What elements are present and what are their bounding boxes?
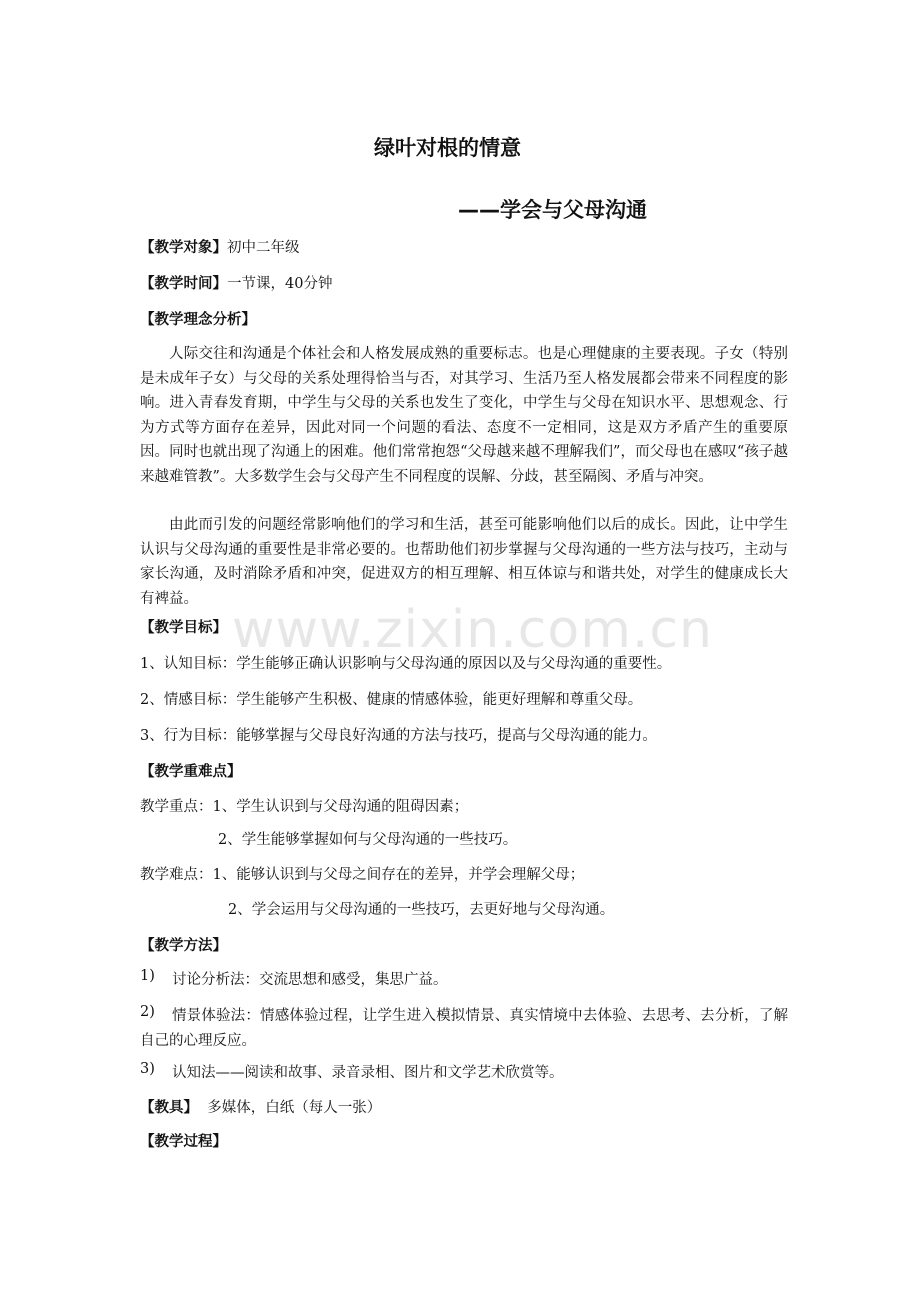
difficult-point-1: 教学难点：1、能够认识到与父母之间存在的差异，并学会理解父母； bbox=[140, 867, 585, 883]
method-item-3-number: 3) bbox=[140, 1061, 155, 1077]
teaching-target-value: 初中二年级 bbox=[227, 240, 300, 256]
method-item-2-text: 情景体验法：情感体验过程，让学生进入模拟情景、真实情境中去体验、去思考、去分析，了解自己的心理反应。 bbox=[140, 1008, 788, 1049]
method-item-1-number: 1) bbox=[140, 968, 155, 984]
key-point-1: 教学重点：1、学生认识到与父母沟通的阻碍因素； bbox=[140, 799, 469, 815]
method-item-3 bbox=[140, 1061, 564, 1081]
keypoints-heading: 【教学重难点】 bbox=[140, 764, 242, 780]
teaching-time-value: 一节课，40分钟 bbox=[227, 276, 333, 292]
method-item-1-text: 讨论分析法：交流思想和感受，集思广益。 bbox=[172, 972, 448, 988]
difficult-point-2: 2、学会运用与父母沟通的一些技巧，去更好地与父母沟通。 bbox=[228, 902, 615, 918]
goals-heading: 【教学目标】 bbox=[140, 620, 227, 636]
document-subtitle: ——学会与父母沟通 bbox=[458, 198, 647, 222]
goal-item-cognitive: 1、认知目标：学生能够正确认识影响与父母沟通的原因以及与父母沟通的重要性。 bbox=[140, 656, 672, 672]
watermark-text: www.zixin.com.cn bbox=[232, 600, 713, 660]
teaching-time-label: 【教学时间】 bbox=[140, 276, 227, 292]
key-point-2: 2、学生能够掌握如何与父母沟通的一些技巧。 bbox=[218, 832, 518, 848]
teaching-time-line bbox=[140, 272, 332, 293]
teaching-target-label: 【教学对象】 bbox=[140, 240, 227, 256]
goal-item-behavior: 3、行为目标：能够掌握与父母良好沟通的方法与技巧，提高与父母沟通的能力。 bbox=[140, 728, 657, 744]
process-heading: 【教学过程】 bbox=[140, 1134, 227, 1150]
method-item-1 bbox=[140, 968, 448, 988]
analysis-paragraph-1: 人际交往和沟通是个体社会和人格发展成熟的重要标志。也是心理健康的主要表现。子女（特别是未成年子女）与父母的关系处理得恰当与否，对其学习、生活乃至人格发展都会带来不同程度的影响。进入青春发育期，中学生与父母的关系也发生了变化，中学生与父母在知识水平、思想观念、行为方式等方面存在差异，因此对同一个问题的看法、态度不一定相同，这是双方矛盾产生的重要原因。同时也就出现了沟通上的困难。他们常常抱怨“父母越来越不理解我们”，而父母也在感叹“孩子越来越难管教”。大多数学生会与父母产生不同程度的误解、分歧，甚至隔阂、矛盾与冲突。 bbox=[140, 346, 788, 485]
document-title: 绿叶对根的情意 bbox=[374, 136, 521, 160]
method-item-2-number: 2) bbox=[140, 1004, 155, 1020]
tools-value: 多媒体，白纸（每人一张） bbox=[207, 1100, 382, 1116]
tools-label: 【教具】 bbox=[140, 1100, 198, 1116]
analysis-heading: 【教学理念分析】 bbox=[140, 312, 256, 328]
teaching-target-line bbox=[140, 236, 300, 257]
tools-line bbox=[140, 1096, 381, 1117]
goal-item-emotional: 2、情感目标：学生能够产生积极、健康的情感体验，能更好理解和尊重父母。 bbox=[140, 692, 643, 708]
method-item-3-text: 认知法——阅读和故事、录音录相、图片和文学艺术欣赏等。 bbox=[172, 1065, 564, 1081]
analysis-paragraph-2: 由此而引发的问题经常影响他们的学习和生活，甚至可能影响他们以后的成长。因此，让中学生认识与父母沟通的重要性是非常必要的。也帮助他们初步掌握与父母沟通的一些方法与技巧，主动与家长沟通，及时消除矛盾和冲突，促进双方的相互理解、相互体谅与和谐共处，对学生的健康成长大有裨益。 bbox=[140, 517, 788, 607]
methods-heading: 【教学方法】 bbox=[140, 938, 227, 954]
